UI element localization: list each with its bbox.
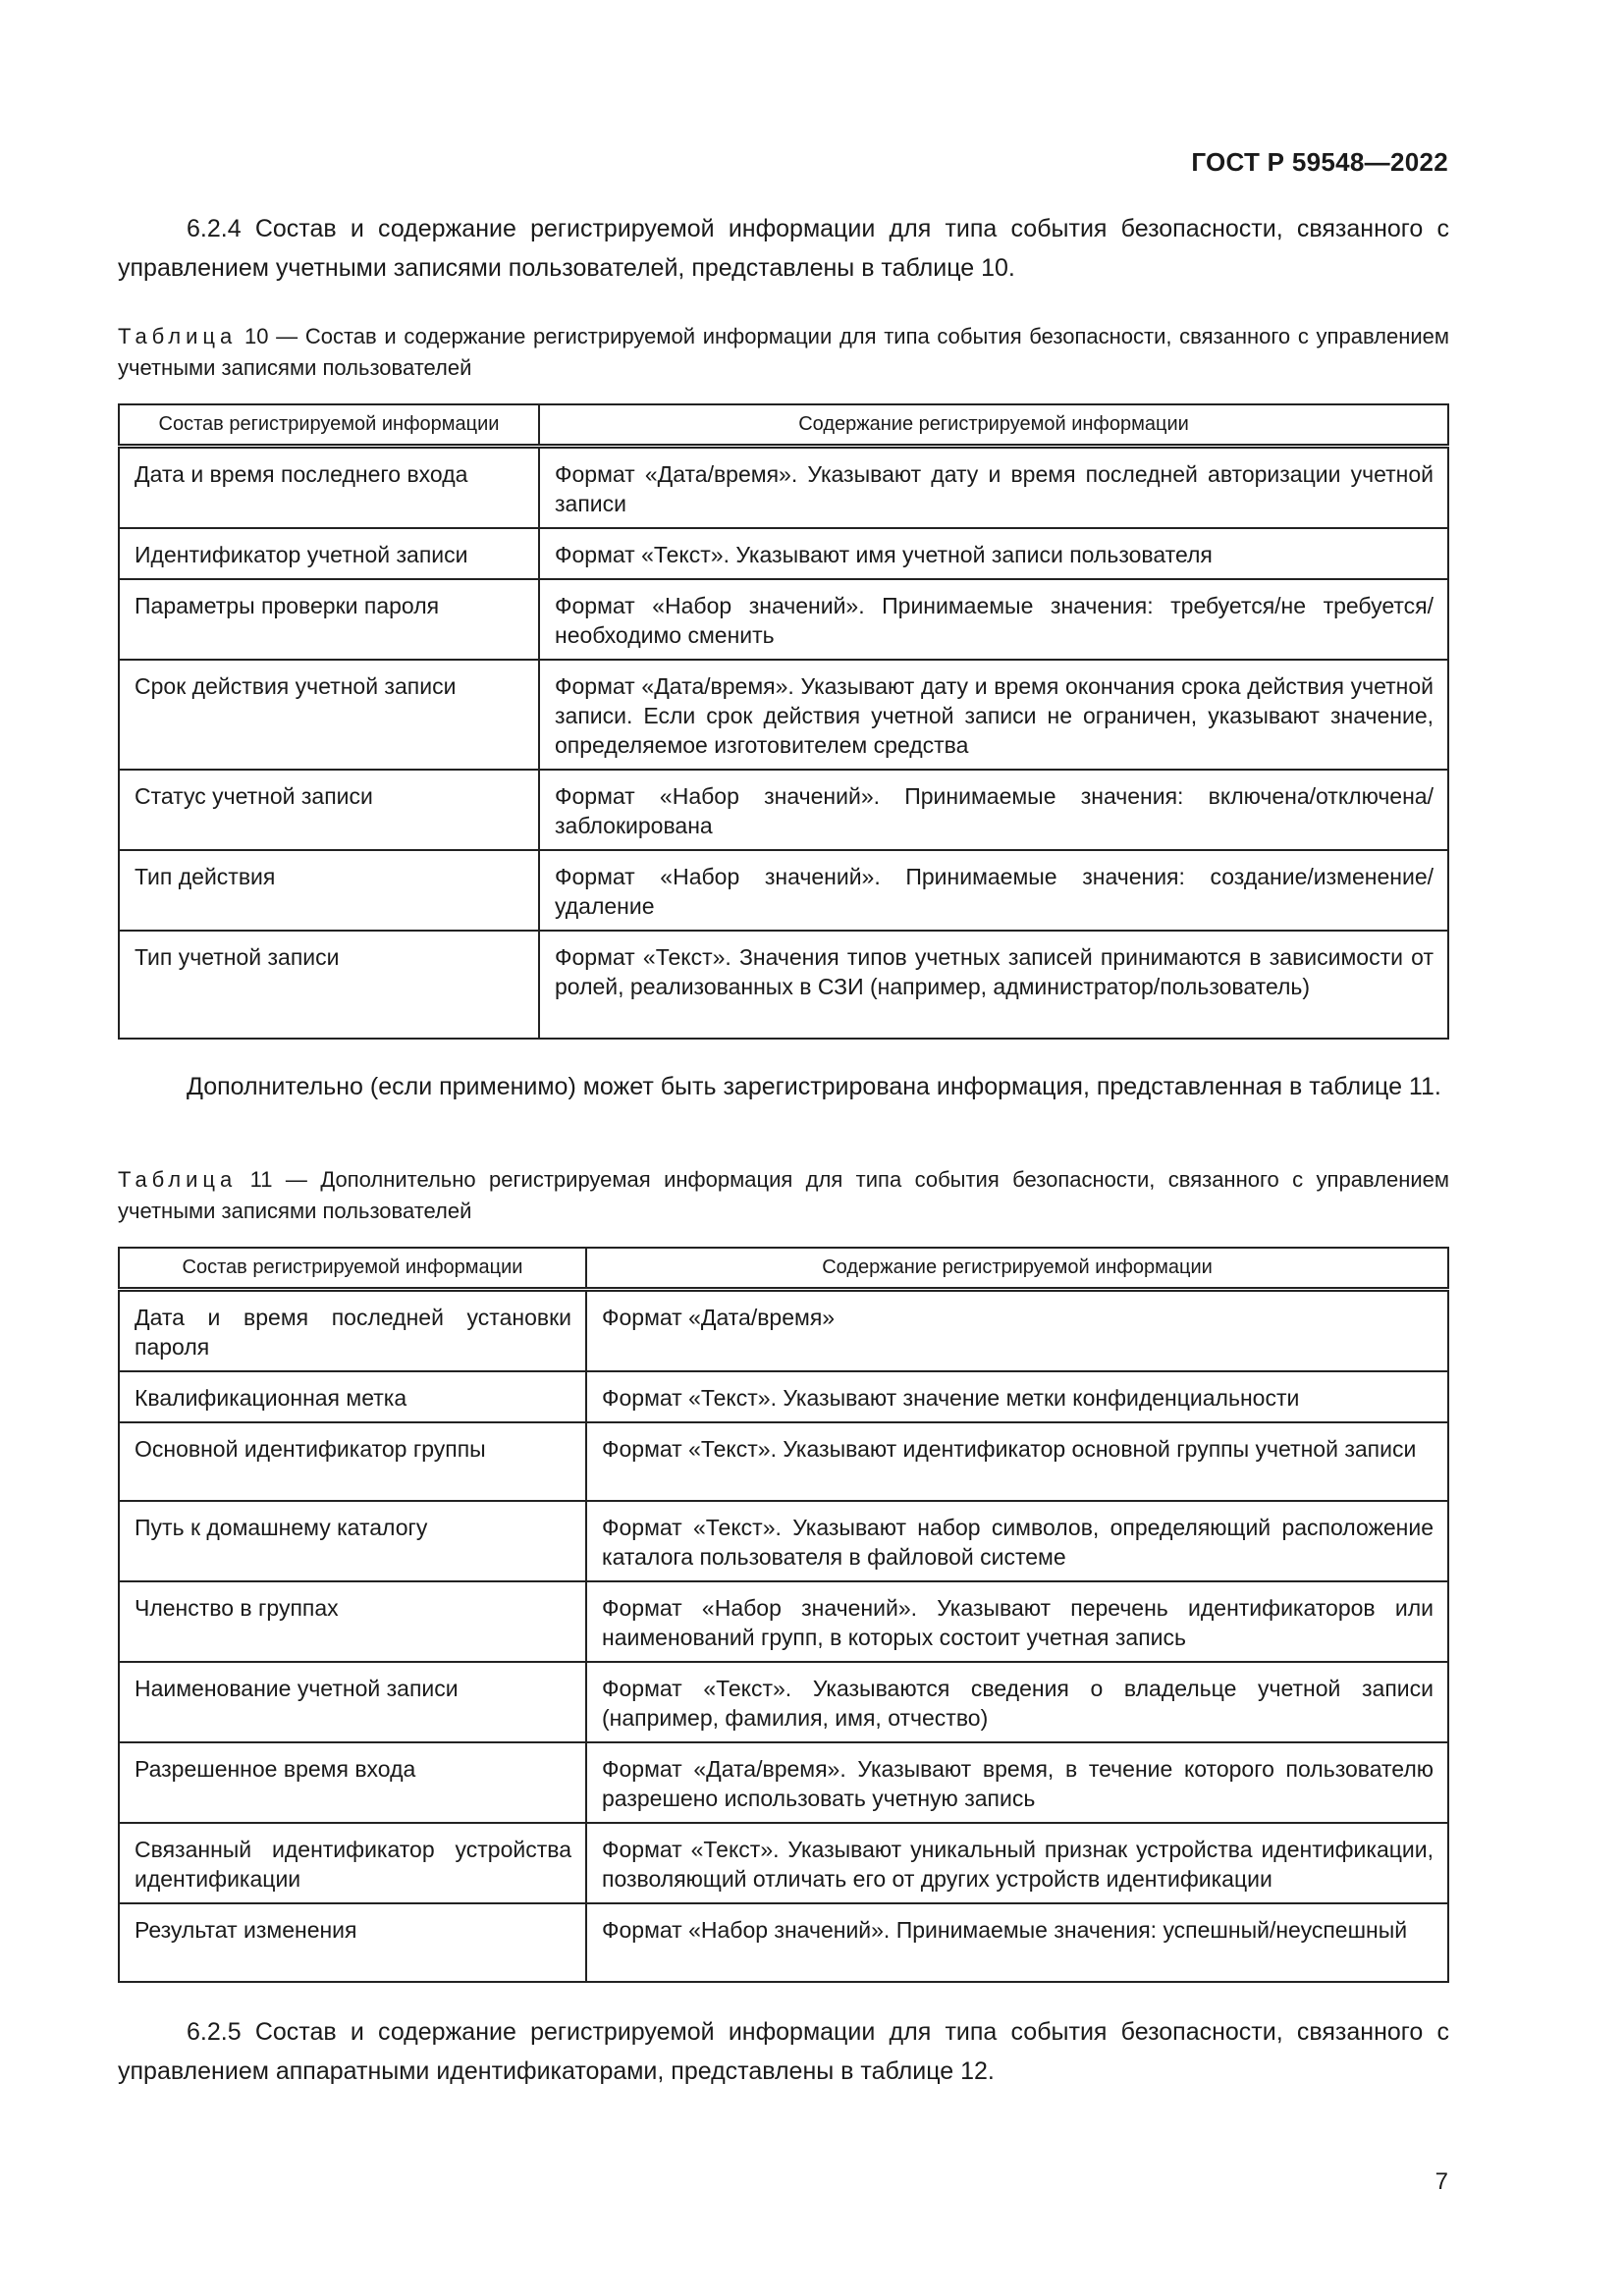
table-cell-description: Формат «Текст». Указываются сведения о владельце учетной записи (например, фамилия, имя, отчество): [586, 1662, 1448, 1742]
table-row: [119, 579, 1448, 660]
table-10-caption-prefix: Таблица: [118, 324, 238, 348]
table-cell-field: Квалификационная метка: [119, 1371, 586, 1422]
table-cell-field: Членство в группах: [119, 1581, 586, 1662]
table-row: [119, 660, 1448, 770]
table-row: [119, 931, 1448, 1039]
table-row: [119, 1823, 1448, 1903]
table-row: [119, 1422, 1448, 1501]
table-cell-description: Формат «Набор значений». Указывают перечень идентификаторов или наименований групп, в которых состоит учетная запись: [586, 1581, 1448, 1662]
table-10-caption: [118, 321, 1449, 384]
table-cell-description: Формат «Набор значений». Принимаемые значения: включена/отключена/заблокирована: [539, 770, 1448, 850]
table-header-row: [119, 1248, 1448, 1290]
table-row: [119, 850, 1448, 931]
table-11-caption-prefix: Таблица: [118, 1167, 238, 1192]
table-cell-field: Связанный идентификатор устройства идентификации: [119, 1823, 586, 1903]
table-11-caption: [118, 1164, 1449, 1227]
table-cell-field: Тип учетной записи: [119, 931, 539, 1039]
additional-info-paragraph: Дополнительно (если применимо) может быть зарегистрирована информация, представленная в таблице 11.: [187, 1073, 1441, 1100]
table-cell-description: Формат «Дата/время». Указывают дату и время окончания срока действия учетной записи. Если срок действия учетной записи не ограничен, указывают значение, определяемое изготовителем средства: [539, 660, 1448, 770]
page-number: 7: [1435, 2168, 1448, 2195]
table-row: [119, 1371, 1448, 1422]
table-cell-description: Формат «Дата/время». Указывают время, в течение которого пользователю разрешено использовать учетную запись: [586, 1742, 1448, 1823]
table-11: [118, 1247, 1449, 1983]
table-cell-description: Формат «Текст». Указывают значение метки конфиденциальности: [586, 1371, 1448, 1422]
standard-designation: ГОСТ Р 59548—2022: [1191, 147, 1448, 177]
table-row: [119, 1662, 1448, 1742]
table-cell-field: Срок действия учетной записи: [119, 660, 539, 770]
table-10-caption-text: 10 — Состав и содержание регистрируемой информации для типа события безопасности, связанного с управлением учетными записями пользователей: [118, 324, 1449, 380]
column-header-composition: Состав регистрируемой информации: [119, 1248, 586, 1290]
table-cell-field: Основной идентификатор группы: [119, 1422, 586, 1501]
table-row: [119, 1581, 1448, 1662]
table-cell-field: Дата и время последнего входа: [119, 447, 539, 529]
table-cell-field: Разрешенное время входа: [119, 1742, 586, 1823]
column-header-composition: Состав регистрируемой информации: [119, 404, 539, 447]
table-cell-description: Формат «Набор значений». Принимаемые значения: создание/изменение/удаление: [539, 850, 1448, 931]
section-6-2-4-paragraph: 6.2.4 Состав и содержание регистрируемой информации для типа события безопасности, связанного с управлением учетными записями пользователей, представлены в таблице 10.: [118, 215, 1449, 282]
table-cell-description: Формат «Набор значений». Принимаемые значения: требуется/не требуется/необходимо сменить: [539, 579, 1448, 660]
table-10: [118, 403, 1449, 1040]
table-cell-description: Формат «Набор значений». Принимаемые значения: успешный/неуспешный: [586, 1903, 1448, 1982]
table-cell-description: Формат «Текст». Значения типов учетных записей принимаются в зависимости от ролей, реализованных в СЗИ (например, администратор/пользователь): [539, 931, 1448, 1039]
table-row: [119, 1290, 1448, 1372]
table-row: [119, 1742, 1448, 1823]
table-cell-field: Идентификатор учетной записи: [119, 528, 539, 579]
table-cell-description: Формат «Текст». Указывают имя учетной записи пользователя: [539, 528, 1448, 579]
table-cell-description: Формат «Текст». Указывают идентификатор основной группы учетной записи: [586, 1422, 1448, 1501]
table-row: [119, 1903, 1448, 1982]
table-cell-field: Параметры проверки пароля: [119, 579, 539, 660]
table-cell-description: Формат «Дата/время»: [586, 1290, 1448, 1372]
table-cell-field: Результат изменения: [119, 1903, 586, 1982]
table-cell-field: Статус учетной записи: [119, 770, 539, 850]
table-cell-field: Тип действия: [119, 850, 539, 931]
table-cell-field: Наименование учетной записи: [119, 1662, 586, 1742]
column-header-content: Содержание регистрируемой информации: [586, 1248, 1448, 1290]
table-cell-description: Формат «Текст». Указывают набор символов, определяющий расположение каталога пользователя в файловой системе: [586, 1501, 1448, 1581]
table-row: [119, 528, 1448, 579]
table-header-row: [119, 404, 1448, 447]
table-cell-description: Формат «Дата/время». Указывают дату и время последней авторизации учетной записи: [539, 447, 1448, 529]
column-header-content: Содержание регистрируемой информации: [539, 404, 1448, 447]
table-cell-description: Формат «Текст». Указывают уникальный признак устройства идентификации, позволяющий отличать его от других устройств идентификации: [586, 1823, 1448, 1903]
table-cell-field: Дата и время последней установки пароля: [119, 1290, 586, 1372]
table-row: [119, 770, 1448, 850]
table-row: [119, 447, 1448, 529]
table-11-caption-text: 11 — Дополнительно регистрируемая информация для типа события безопасности, связанного с управлением учетными записями пользователей: [118, 1167, 1449, 1223]
table-row: [119, 1501, 1448, 1581]
section-6-2-5-paragraph: 6.2.5 Состав и содержание регистрируемой информации для типа события безопасности, связанного с управлением аппаратными идентификаторами, представлены в таблице 12.: [118, 2018, 1449, 2085]
table-cell-field: Путь к домашнему каталогу: [119, 1501, 586, 1581]
